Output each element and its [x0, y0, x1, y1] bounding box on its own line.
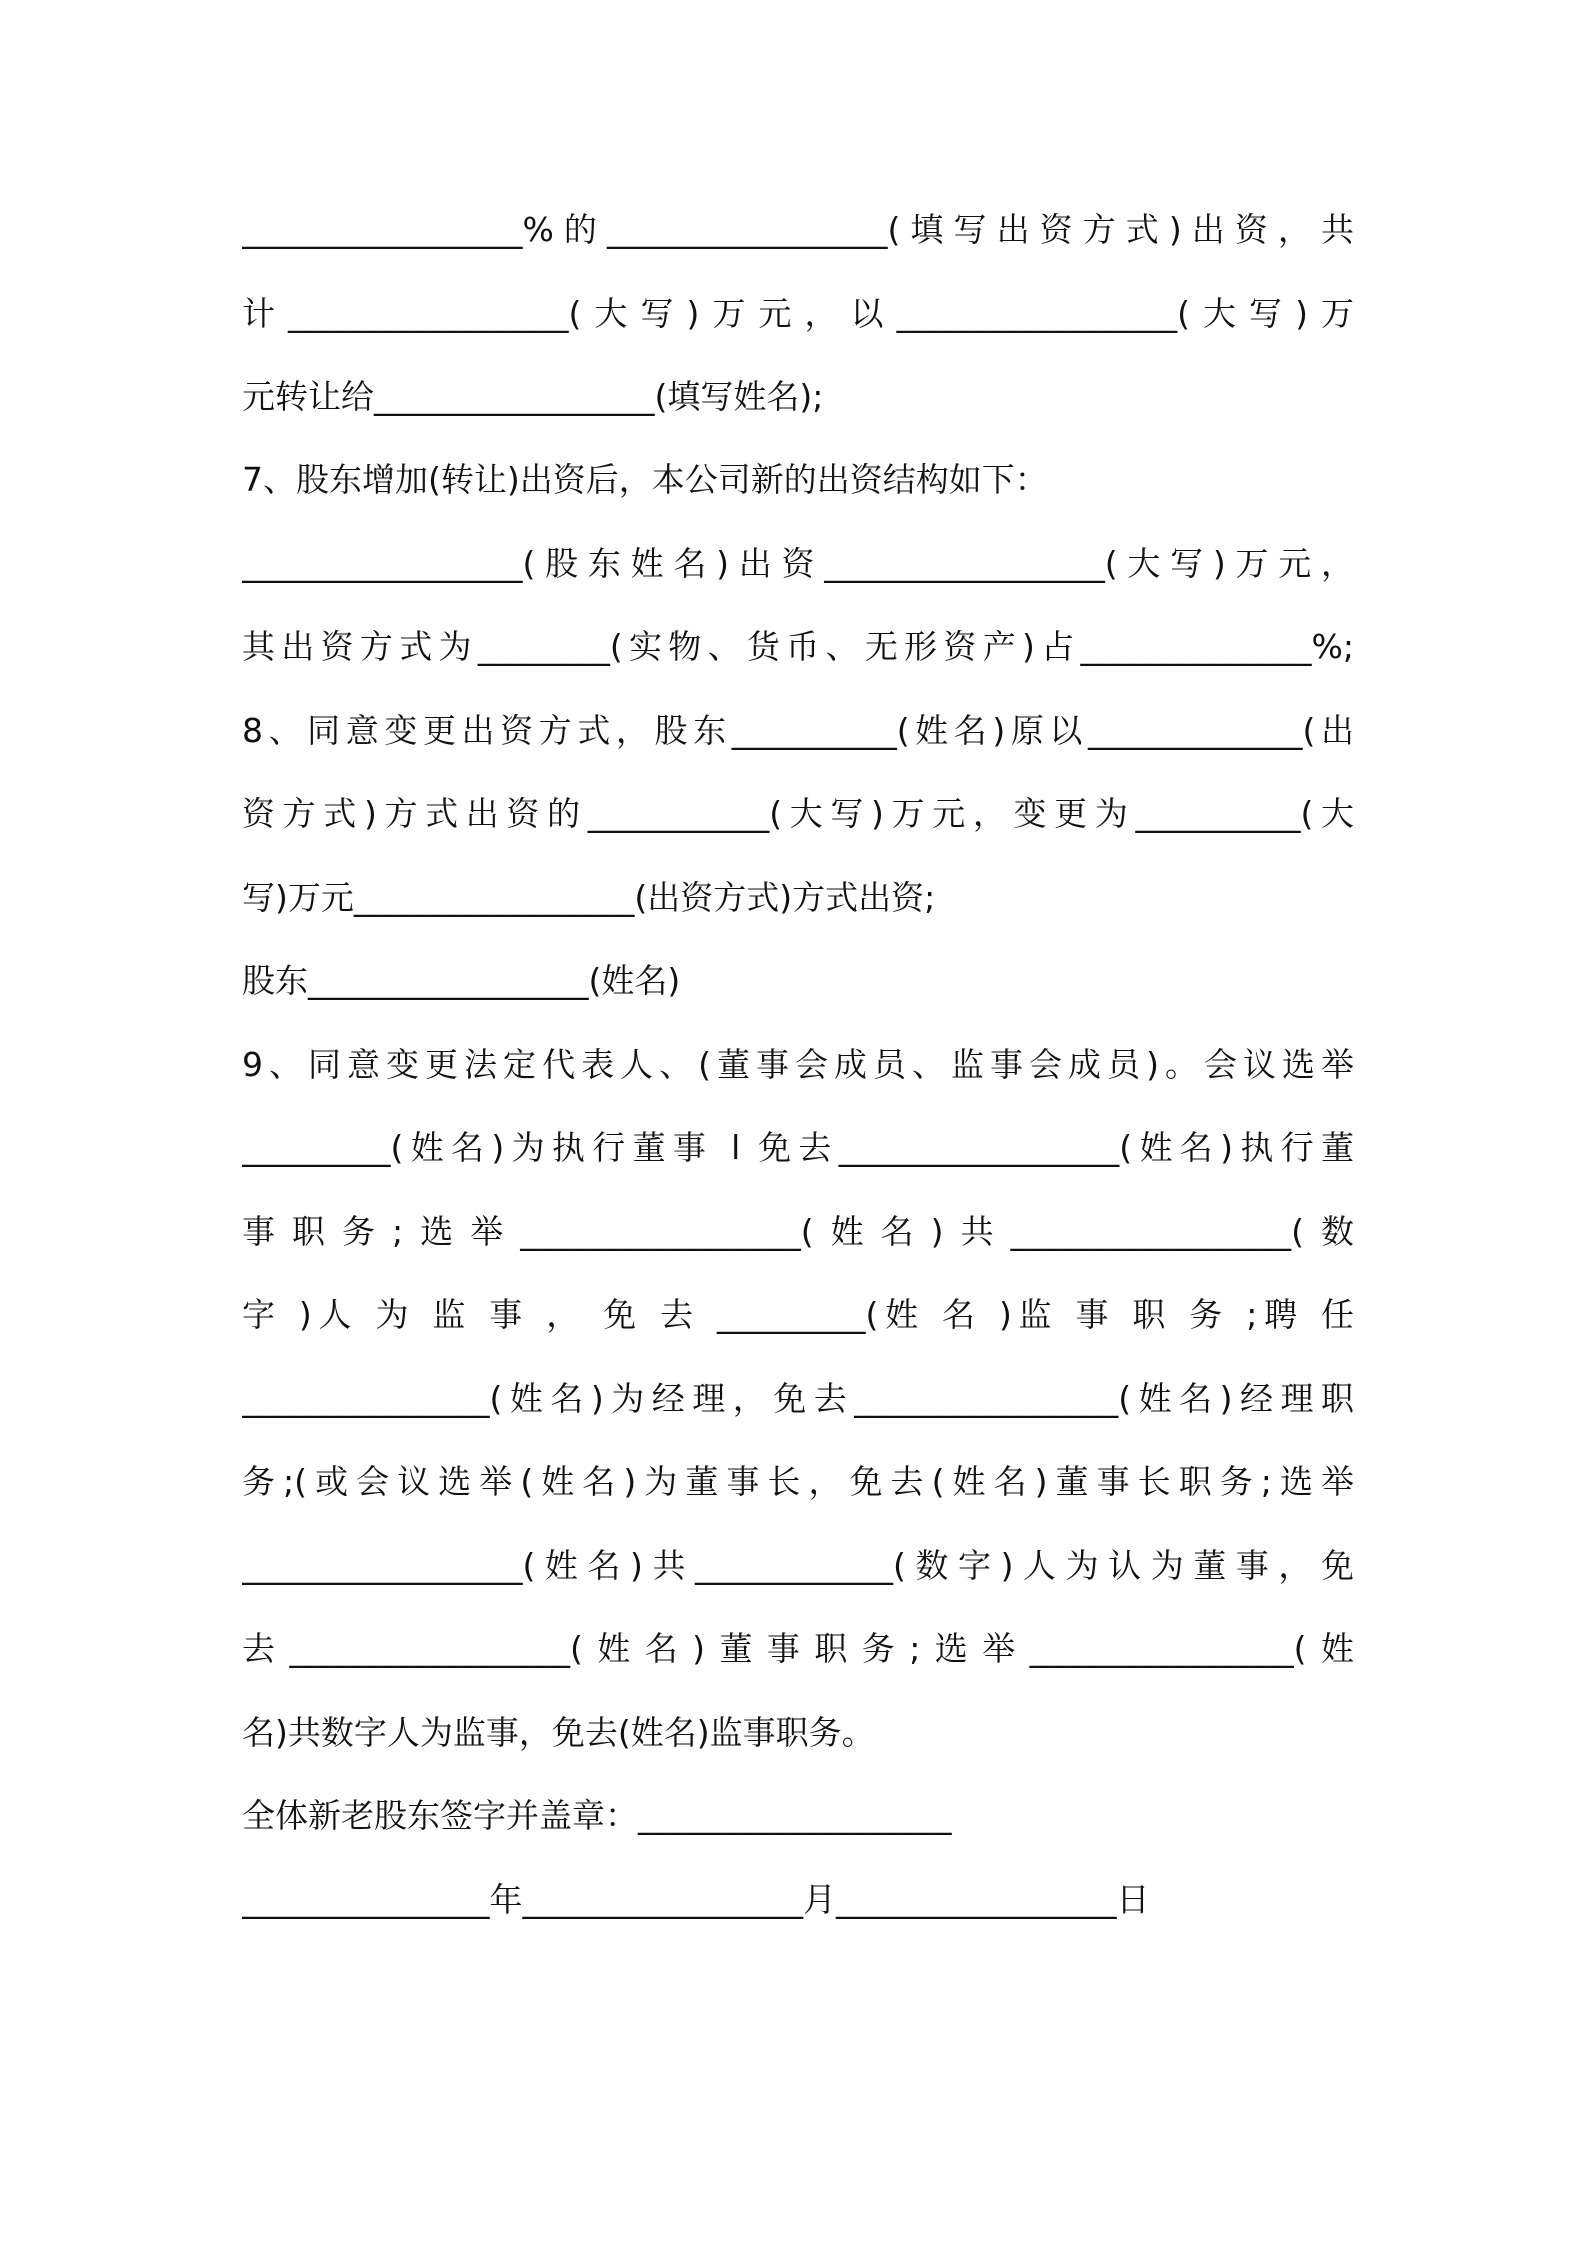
section-heading: 8、同意变更出资方式，股东__________(姓名)原以_____________(出 — [242, 711, 1354, 750]
text-line: 计_________________(大写)万元，以_________________(大写)万 — [242, 294, 1354, 333]
text-line: 字 )人 为 监 事 ， 免 去 _________(姓 名 )监 事 职 务 ;聘 任 — [242, 1295, 1354, 1334]
text-line: 写)万元_________________(出资方式)方式出资; — [242, 878, 936, 917]
text-line: 其出资方式为________(实物、货币、无形资产)占______________%; — [242, 627, 1354, 666]
text-line: _________________%的_________________(填写出资方式)出资，共 — [242, 210, 1354, 249]
section-heading: 9、同意变更法定代表人、(董事会成员、监事会成员)。会议选举 — [242, 1045, 1354, 1084]
signature-line: 全体新老股东签字并盖章：___________________ — [242, 1796, 952, 1835]
text-line: 资方式)方式出资的___________(大写)万元，变更为__________(大 — [242, 794, 1354, 833]
text-line: 元转让给_________________(填写姓名); — [242, 377, 824, 416]
text-line: _________________(股东姓名)出资_________________(大写)万元， — [242, 544, 1354, 583]
text-line: 事职务;选举_________________(姓名)共_________________(数 — [242, 1212, 1354, 1251]
date-line: _______________年_________________月_________________日 — [242, 1880, 1150, 1919]
text-line: 去_________________(姓名)董事职务;选举________________(姓 — [242, 1629, 1354, 1668]
text-line: _________(姓名)为执行董事 l 免去_________________(姓名)执行董 — [242, 1128, 1354, 1167]
text-line: 名)共数字人为监事，免去(姓名)监事职务。 — [242, 1713, 875, 1752]
text-line: 务;(或会议选举(姓名)为董事长，免去(姓名)董事长职务;选举 — [242, 1462, 1354, 1501]
text-line: 股东_________________(姓名) — [242, 961, 681, 1000]
text-line: _______________(姓名)为经理，免去________________(姓名)经理职 — [242, 1379, 1354, 1418]
section-heading: 7、股东增加(转让)出资后，本公司新的出资结构如下： — [242, 460, 1048, 499]
text-line: _________________(姓名)共____________(数字)人为认为董事，免 — [242, 1546, 1354, 1585]
